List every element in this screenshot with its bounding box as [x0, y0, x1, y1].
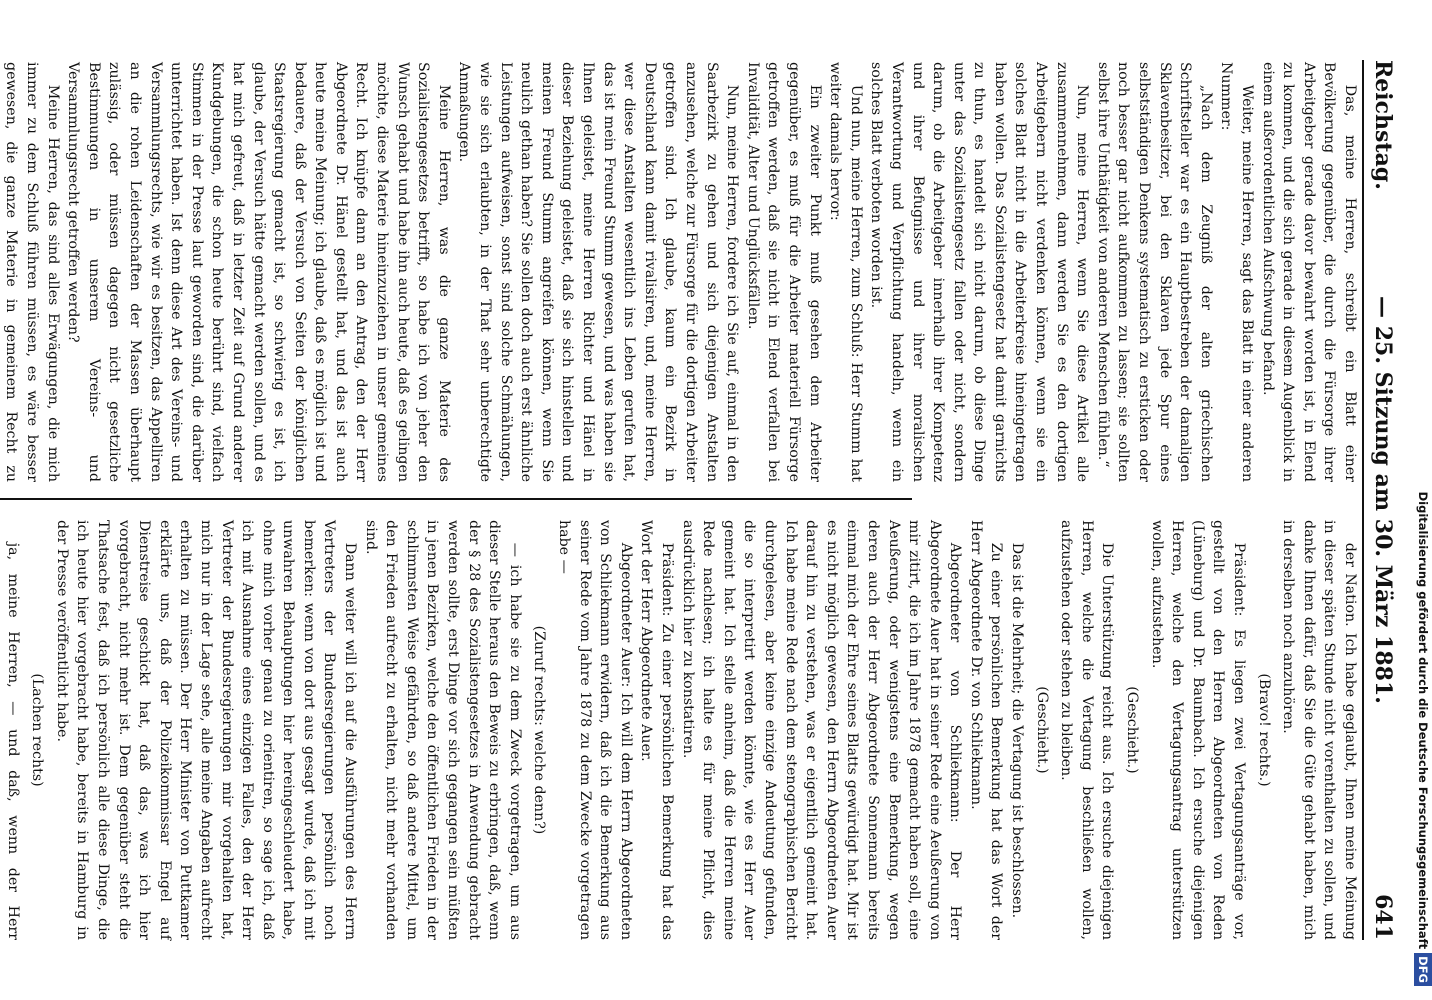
interjection: (Geschieht.) [1124, 686, 1141, 774]
paragraph: Weiter, meine Herren, sagt das Blatt in einer anderen Nummer: [1218, 62, 1256, 482]
page-header [1362, 60, 1404, 940]
dfg-logo: DFG [1414, 953, 1432, 986]
header-session: — 25. Sitzung am 30. März 1881. [1370, 296, 1396, 704]
paragraph: Das, meine Herren, schreibt ein Blatt einer Bevölkerung gegenüber, die durch die Fürsorge ihrer Arbeitgeber gerade davor bewahrt worden ist, in Elend zu kommen, und die sich gerade in diesem Augenblick in einem außerordentlichen Aufschwung befand. [1259, 62, 1358, 482]
interjection: (Zuruf rechts: welche denn?) [531, 625, 548, 835]
paragraph: Zu einer persönlichen Bemerkung hat das Wort der Herr Abgeordnete Dr. von Schliekmann. [967, 520, 1005, 940]
paragraph: Abgeordneter von Schliekmann: Der Herr Abgeordnete Auer hat in seiner Rede eine Aeußerung von mir zitirt, die ich im Jahre 1878 gemacht haben soll, eine Aeußerung, oder wenigstens eine Bemerkung, wegen deren auch der Herr Abgeordnete Sonnemann bereits einmal mich der Ehre seines Blatts gewürdigt hat. Mir ist es nicht möglich gewesen, den Herrn Abgeordneten Auer darauf hin zu verstehen, was er eigentlich gemeint hat. Ich habe meine Rede nach dem stenographischen Bericht durchgelesen, aber keine einzige Andeutung gefunden, die so interpretirt werden könnte, wie es Herr Auer gemeint hat. Ich stelle anheim, daß die Herren meine Rede nachlesen; ich halte es für meine Pflicht, dies ausdrücklich hier zu konstatiren. [679, 520, 964, 940]
paragraph: Meine Herren, das sind alles Erwägungen, die mich immer zu dem Schluß führen müssen, es wäre besser gewesen, die ganze Materie in gemeinem Recht zu [3, 62, 61, 482]
interjection: (Lachen rechts) [29, 673, 46, 787]
page-number: 641 [1370, 894, 1396, 940]
paragraph: Meine Herren, was die ganze Materie des Sozialistengesetzes betrifft, so habe ich von jeher den Wunsch gehabt und habe ihn auch heute, daß es gelingen möchte, diese Materie hineinzuziehen in unser gemeines Recht. Ich knüpfe dann an den Antrag, den der Herr Abgeordnete Dr. Hänel gestellt hat, und das ist auch heute meine Meinung; ich glaube, daß es möglich ist und bedauere, daß der Versuch von Seiten der königlichen Staatsregierung gemacht ist, so schwierig es ist, ich glaube, der Versuch hätte gemacht werden sollen, und es hat mich gefreut, daß in letzter Zeit auf Grund anderer Kundgebungen, die schon heute berührt sind, vielfach Stimmen in der Presse laut geworden sind, die darüber unterrichtet haben. Ist denn diese Art des Vereins- und Versammlungsrechts, wie wir es besitzen, das Appelliren an die rohen Leidenschaften der Massen überhaupt zulässig, oder müssen dagegen nicht gesetzliche Bestimmungen in unserem Vereins- und Versammlungsrecht getroffen werden? [65, 62, 452, 482]
column-divider [0, 498, 912, 500]
paragraph: Abgeordneter Auer: Ich will dem Herrn Abgeordneten von Schliekmann erwidern, daß ich die Bemerkung aus seiner Rede vom Jahre 1878 zu dem Zwecke vorgetragen habe — [556, 520, 634, 940]
paragraph: — ich habe sie zu dem Zweck vorgetragen, um aus dieser Stelle heraus den Beweis zu erbringen, daß, wenn der § 28 des Sozialistengesetzes in Anwendung gebracht werden sollte, erst Dinge vor sich gegangen sein müßten in jenen Bezirken, welche den öffentlichen Frieden in der schlimmsten Weise gefährden, so daß andere Mittel, um den Frieden aufrecht zu erhalten, nicht mehr vorhanden sind. [362, 520, 523, 940]
paragraph: Das ist die Mehrheit; die Vertagung ist beschlossen. [1009, 542, 1026, 919]
quotation: „Nach dem Zeugniß der alten griechischen Schriftsteller war es ein Hauptbestreben der damaligen Sklavenbesitzer, bei den Sklaven jede Spur eines selbstständigen Denkens systematisch zu ersticken oder noch besser gar nicht aufkommen zu lassen; sie sollten selbst ihre Unthätigkeit von anderen Menschen fühlen.“ [1094, 62, 1214, 482]
right-column [4, 520, 1360, 940]
left-column [3, 62, 1360, 482]
paragraph: Nun, meine Herren, fordere ich Sie auf, einmal in den Saarbezirk zu gehen und sich diejenigen Anstalten anzusehen, welche zur Fürsorge für die dortigen Arbeiter getroffen sind. Ich glaube, kaum ein Bezirk in Deutschland kann damit rivalisiren, und, meine Herren, wer diese Anstalten wesentlich ins Leben gerufen hat, das ist mein Freund Stumm gewesen, und was haben sie Ihnen geleistet, meine Herren Richter und Hänel in dieser Beziehung geleistet, daß sie sich hinstellen und meinen Freund Stumm angreifen können, wenn Sie neulich gethan haben? Sie sollen doch auch erst ähnliche Leistungen aufweisen, sonst sind solche Schmähungen, wie sie sich erlaubten, in der That sehr unberechtigte Anmaßungen. [456, 62, 741, 482]
paragraph: Die Unterstützung reicht aus. Ich ersuche diejenigen Herren, welche die Vertagung beschließen wollen, aufzustehen oder stehen zu bleiben. [1058, 520, 1116, 940]
credit-text: Digitalisierung gefördert durch die Deutsche Forschungsgemeinschaft [1416, 491, 1430, 950]
header-title: Reichstag. [1370, 60, 1396, 190]
paragraph: Und nun, meine Herren, zum Schluß: Herr Stumm hat weiter damals hervor: [827, 62, 864, 482]
paragraph: Präsident: Es liegen zwei Vertagungsanträge vor, gestellt von den Herren Abgeordneten von Reden (Lüneburg) und Dr. Baumbach. Ich ersuche diejenigen Herren, welche den Vertagungsantrag unterstützen wollen, aufzustehen. [1148, 520, 1248, 940]
paragraph: Nun, meine Herren, wenn Sie diese Artikel alle zusammennehmen, dann werden Sie es den dortigen Arbeitgebern nicht verdenken können, wenn sie ein solches Blatt nicht in die Arbeiterkreise hineingetragen haben wollen. Das Sozialistengesetz hat damit garnichts zu thun, es handelt sich nicht darum, ob diese Dinge unter das Sozialistengesetz fallen oder nicht, sondern darum, ob die Arbeitgeber innerhalb ihrer Kompetenz und ihrer Befugnisse und ihrer moralischen Verantwortung und Verpflichtung handeln, wenn ein solches Blatt verboten worden ist. [868, 62, 1091, 482]
paragraph: Präsident: Zu einer persönlichen Bemerkung hat das Wort der Herr Abgeordnete Auer. [638, 520, 675, 940]
quotation: Ein zweiter Punkt muß gesehen dem Arbeiter gegenüber, es muß für die Arbeiter materiell Fürsorge getroffen werden, daß sie nicht in Elend verfallen bei Invalidität, Alter und Unglücksfällen. [744, 62, 823, 482]
interjection: (Geschieht.) [1033, 686, 1050, 774]
paragraph: der Nation. Ich habe geglaubt, Ihnen meine Meinung in dieser späten Stunde nicht vorenthalten zu sollen, und danke Ihnen dafür, daß Sie die Güte gehabt haben, mich in derselben noch anzuhören. [1280, 520, 1358, 940]
paragraph: Dann weiter will ich auf die Ausführungen des Herrn Vertreters der Bundesregierungen persönlich noch bemerken: wenn von dort aus gesagt wurde, daß ich mit unwahren Behauptungen hier hereingeschleudert habe, ohne mich vorher genau zu orientiren, so sage ich, daß ich mit Ausnahme eines einzigen Falles, den der Herr Vertreter der Bundesregierungen mir vorgehalten hat, mich nur in der Lage sehe, alle meine Angaben aufrecht erhalten zu müssen. Der Herr Minister von Puttkamer erklärte uns, daß der Polizeikommissar Engel auf Dienstreise geschickt hat, daß das, was ich hier vorgebracht, nicht mehr ist. Dem gegenüber steht die Thatsache fest, daß ich persönlich alle diese Dinge, die ich heute hier vorgebracht habe, bereits in Hamburg in der Presse veröffentlicht habe. [53, 520, 359, 940]
interjection: (Bravo! rechts.) [1255, 673, 1272, 787]
digitization-credit [1414, 0, 1432, 1000]
paragraph: ja, meine Herren, — und daß, wenn der Herr [4, 542, 21, 940]
